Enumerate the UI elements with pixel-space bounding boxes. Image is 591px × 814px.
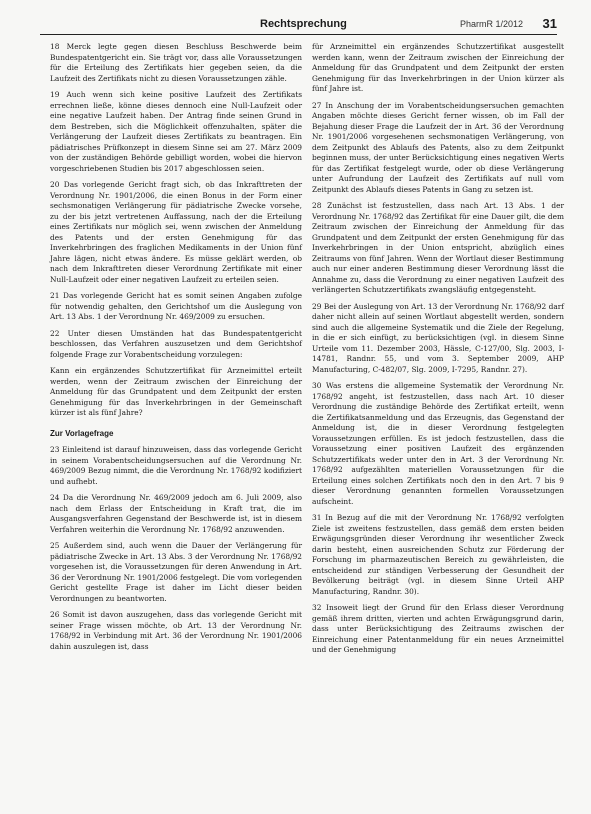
- page-number: 31: [542, 16, 557, 31]
- paragraph: 25 Außerdem sind, auch wenn die Dauer der Verlängerung für pädiatrische Zwecke in Art. 13 Abs. 3 der Verordnung Nr. 1768/92 vorgesehen ist, die Voraussetzungen für deren Anwendung in Art. 36 der Verordnung Nr. 1901/2006 festgelegt. Die vom vorlegenden Gericht gestellte Frage ist daher im Licht dieser beiden Verordnungen zu beantworten.: [50, 541, 302, 603]
- paragraph: 24 Da die Verordnung Nr. 469/2009 jedoch am 6. Juli 2009, also nach dem Erlass der Entscheidung in Kraft trat, die im Ausgangsverfahren Gegenstand der Beschwerde ist, ist in diesem Verfahren weiterhin die Verordnung Nr. 1768/92 anzuwenden.: [50, 493, 302, 534]
- referred-question: Kann ein ergänzendes Schutzzertifikat für Arzneimittel erteilt werden, wenn der Zeitraum zwischen der Einreichung der Anmeldung für das Grundpatent und dem Zeitpunkt der ersten Genehmigung für das Inverkehrbringen in der Gemeinschaft kürzer ist als fünf Jahre?: [50, 366, 302, 417]
- paragraph: 20 Das vorlegende Gericht fragt sich, ob das Inkrafttreten der Verordnung Nr. 1901/2006, die einen Bonus in der Form einer sechsmonatigen Verlängerung für pädiatrische Zwecke vorsehe, zu der bis jetzt vertretenen Auffassung, nach der die Erteilung eines Zertifikats nur möglich sei, wenn zwischen der Anmeldung des Patents und der ersten Genehmigung für das Inverkehrbringen des fraglichen Medikaments in der Union fünf Jahre lägen, nicht etwas ändere. Es müsse geklärt werden, ob nach dem Inkrafttreten dieser Verordnung Zertifikate mit einer Null-Laufzeit oder einer negativen Laufzeit zu erteilen seien.: [50, 180, 302, 284]
- paragraph: 21 Das vorlegende Gericht hat es somit seinen Angaben zufolge für notwendig gehalten, den Gerichtshof um die Auslegung von Art. 13 Abs. 1 der Verordnung Nr. 469/2009 zu ersuchen.: [50, 291, 302, 321]
- paragraph: 29 Bei der Auslegung von Art. 13 der Verordnung Nr. 1768/92 darf daher nicht allein auf seinen Wortlaut abgestellt werden, sondern sind auch die allgemeine Systematik und die Ziele der Regelung, in die er sich einfügt, zu berücksichtigen (vgl. in diesem Sinne Urteile vom 11. Dezember 2003, Hässle, C-127/00, Slg. 2003, I-14781, Randnr. 55, und vom 3. September 2009, AHP Manufacturing, C-482/07, Slg. 2009, I-7295, Randnr. 27).: [312, 301, 564, 374]
- paragraph: 28 Zunächst ist festzustellen, dass nach Art. 13 Abs. 1 der Verordnung Nr. 1768/92 das Zertifikat für eine Dauer gilt, die dem Zeitraum zwischen der Einreichung der Anmeldung für das Grundpatent und dem Zeitpunkt der ersten Genehmigung für das Inverkehrbringen in der Union entspricht, abzüglich eines Zeitraums von fünf Jahren. Wenn der Wortlaut dieser Bestimmung auch nur einer anderen Bestimmung dieser Verordnung lässt die Annahme zu, dass die Verordnung zu einer negativen Laufzeit des verlängerten Schutzzertifikats zwangsläufig entgegensteht.: [312, 201, 564, 294]
- header-rule: [40, 34, 557, 35]
- paragraph: 32 Insoweit liegt der Grund für den Erlass dieser Verordnung gemäß ihrem dritten, vierten und achten Erwägungsgrund darin, dass unter Berücksichtigung des Zeitraums zwischen der Einreichung einer Patentanmeldung für ein neues Arzneimittel und der Genehmigung: [312, 603, 564, 654]
- paragraph: 23 Einleitend ist darauf hinzuweisen, dass das vorlegende Gericht in seinem Vorabentscheidungsersuchen auf die Verordnung Nr. 469/2009 Bezug nimmt, die die Verordnung Nr. 1768/92 kodifiziert und aufhebt.: [50, 445, 302, 486]
- section-title: Rechtsprechung: [260, 18, 347, 30]
- paragraph: 31 In Bezug auf die mit der Verordnung Nr. 1768/92 verfolgten Ziele ist zweitens festzustellen, dass gemäß dem ersten beiden Erwägungsgründen dieser Verordnung ihr wesentlicher Zweck darin besteht, einen ausreichenden Schutz zur Förderung der Forschung im pharmazeutischen Bereich zu gewährleisten, die entscheidend zur ständigen Verbesserung der Gesundheit der Bevölkerung beiträgt (vgl. in diesem Sinne Urteil AHP Manufacturing, Randnr. 30).: [312, 513, 564, 596]
- paragraph: für Arzneimittel ein ergänzendes Schutzzertifikat ausgestellt werden kann, wenn der Zeitraum zwischen der Einreichung der Anmeldung für das Grundpatent und dem Zeitpunkt der ersten Genehmigung für das Inverkehrbringen in der Union kürzer als fünf Jahre ist.: [312, 42, 564, 93]
- page-header: [40, 12, 557, 42]
- right-column: [312, 42, 564, 662]
- journal-reference: PharmR 1/2012: [460, 19, 524, 29]
- paragraph: 27 In Anschung der im Vorabentscheidungsersuchen gemachten Angaben möchte dieses Gericht ferner wissen, ob im Fall der Bejahung dieser Frage die Laufzeit der in Art. 36 der Verordnung Nr. 1901/2006 vorgesehenen sechsmonatigen Verlängerung, von dem Zeitpunkt des Ablaufs des Patents, also zu dem Zeitpunkt beginnen muss, der unter Berücksichtigung eines negativen Werts für das Zertifikat festgelegt wurde, oder ob diese Verlängerung unter Aufrundung der Laufzeit des Zertifikats auf null vom Zeitpunkt des Ablaufs dieses Patents in Gang zu setzen ist.: [312, 100, 564, 194]
- section-heading: Zur Vorlagefrage: [50, 428, 114, 438]
- paragraph: 26 Somit ist davon auszugehen, dass das vorlegende Gericht mit seiner Frage wissen möchte, ob Art. 13 der Verordnung Nr. 1768/92 in Verbindung mit Art. 36 der Verordnung Nr. 1901/2006 dahin auszulegen ist, dass: [50, 610, 302, 651]
- paragraph: 19 Auch wenn sich keine positive Laufzeit des Zertifikats errechnen ließe, könne dieses dennoch eine Null-Laufzeit oder eine negative Laufzeit haben. Der Antrag finde seinen Grund in dem Bestreben, sich die Möglichkeit offenzuhalten, später die Verlängerung der Laufzeit dieses Zertifikats zu beantragen. Ein pädiatrisches Prüfkonzept in diesem Sinne sei am 27. März 2009 von der zuständigen Behörde gebilligt worden, wobei die hiervon vorgeschriebenen Studien bis 2017 abgeschlossen seien.: [50, 90, 302, 173]
- left-column: [50, 42, 302, 658]
- paragraph: 22 Unter diesen Umständen hat das Bundespatentgericht beschlossen, das Verfahren auszusetzen und dem Gerichtshof folgende Frage zur Vorabentscheidung vorzulegen:: [50, 328, 302, 359]
- paragraph: 30 Was erstens die allgemeine Systematik der Verordnung Nr. 1768/92 angeht, ist festzustellen, dass nach Art. 10 dieser Verordnung die zuständige Behörde des Zertifikat erteilt, wenn die Zertifikatsanmeldung und das Erzeugnis, das Gegenstand der Anmeldung ist, die in dieser Verordnung festgelegten Voraussetzungen erfüllen. Es ist jedoch festzustellen, dass die Voraussetzung einer positiven Laufzeit des ergänzenden Schutzzertifikats weder unter den in Art. 3 der Verordnung Nr. 1768/92 aufgezählten materiellen Voraussetzungen für die Erteilung eines solchen Zertifikats noch den in den Art. 7 bis 9 dieser Verordnung genannten formellen Voraussetzungen aufscheint.: [312, 381, 564, 506]
- paragraph: 18 Merck legte gegen diesen Beschluss Beschwerde beim Bundespatentgericht ein. Sie trägt vor, dass alle Voraussetzungen für die Erteilung des Zertifikats hier gegeben seien, da die Laufzeit des Zertifikats nicht zu diesen Voraussetzungen zähle.: [50, 42, 302, 83]
